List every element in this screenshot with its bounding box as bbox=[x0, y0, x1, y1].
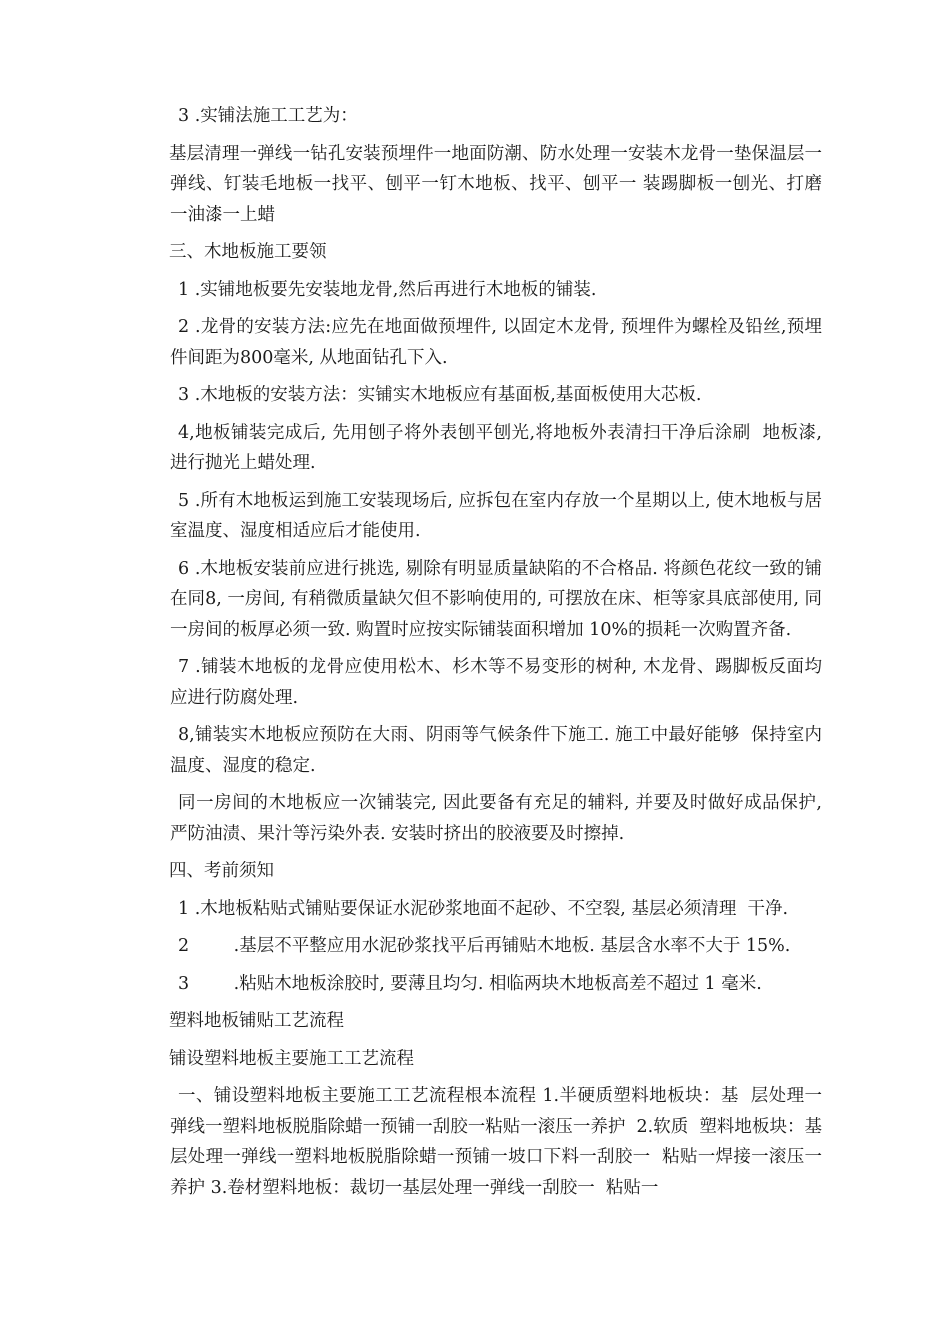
paragraph: 4,地板铺装完成后, 先用刨子将外表刨平刨光,将地板外表清扫干净后涂刷 地板漆, 进行抛光上蜡处理. bbox=[170, 422, 828, 473]
section-heading: 三、木地板施工要领 bbox=[169, 242, 327, 262]
paragraph: 基层清理一弹线一钻孔安装预埋件一地面防潮、防水处理一安装木龙骨一垫保温层一弹线、钉装毛地板一找平、刨平一钉木地板、找平、刨平一 装踢脚板一刨光、打磨一油漆一上蜡 bbox=[169, 143, 822, 225]
section-heading: 四、考前须知 bbox=[169, 861, 274, 881]
paragraph: 2 .龙骨的安装方法:应先在地面做预埋件, 以固定木龙骨, 预埋件为螺栓及铅丝,预埋件间距为800毫米, 从地面钻孔下入. bbox=[170, 317, 822, 368]
paragraph: 6 .木地板安装前应进行挑选, 剔除有明显质量缺陷的不合格品. 将颜色花纹一致的铺在同8, 一房间, 有稍微质量缺欠但不影响使用的, 可摆放在床、柜等家具底部使用, 同一房间的板厚必须一致. 购置时应按实际铺装面积增加 10%的损耗一次购置齐备. bbox=[170, 558, 822, 640]
paragraph: 同一房间的木地板应一次铺装完, 因此要备有充足的辅料, 并要及时做好成品保护, 严防油渍、果汁等污染外表. 安装时挤出的胶液要及时擦掉. bbox=[170, 793, 828, 844]
paragraph: 8,铺装实木地板应预防在大雨、阴雨等气候条件下施工. 施工中最好能够 保持室内温度、湿度的稳定. bbox=[170, 725, 822, 776]
paragraph: 5 .所有木地板运到施工安装现场后, 应拆包在室内存放一个星期以上, 使木地板与居室温度、湿度相适应后才能使用. bbox=[170, 490, 822, 541]
paragraph: 3 .木地板的安装方法：实铺实木地板应有基面板,基面板使用大芯板. bbox=[178, 385, 702, 405]
section-heading: 铺设塑料地板主要施工工艺流程 bbox=[169, 1048, 414, 1069]
section-heading: 塑料地板铺贴工艺流程 bbox=[169, 1011, 344, 1031]
paragraph: 7 .铺装木地板的龙骨应使用松木、杉木等不易变形的树种, 木龙骨、踢脚板反面均应进行防腐处理. bbox=[170, 657, 822, 708]
paragraph: 一、铺设塑料地板主要施工工艺流程根本流程 1.半硬质塑料地板块：基 层处理一弹线一塑料地板脱脂除蜡一预铺一刮胶一粘贴一滚压一养护 2.软质 塑料地板块：基层处理一弹线一塑料地板脱脂除蜡一预铺一坡口下料一刮胶一 粘贴一焊接一滚压一养护 3.卷材塑料地板：裁切一基层处理一弹线一刮胶一 粘贴一 bbox=[170, 1086, 822, 1198]
paragraph: 3 .实铺法施工工艺为： bbox=[178, 106, 358, 126]
paragraph: 2 .基层不平整应用水泥砂浆找平后再铺贴木地板. 基层含水率不大于 15%. bbox=[178, 936, 791, 956]
paragraph: 1 .木地板粘贴式铺贴要保证水泥砂浆地面不起砂、不空裂, 基层必须清理 干净. bbox=[178, 898, 789, 919]
paragraph: 1 .实铺地板要先安装地龙骨,然后再进行木地板的铺装. bbox=[178, 279, 597, 300]
paragraph: 3 .粘贴木地板涂胶时, 要薄且均匀. 相临两块木地板高差不超过 1 毫米. bbox=[178, 973, 762, 994]
